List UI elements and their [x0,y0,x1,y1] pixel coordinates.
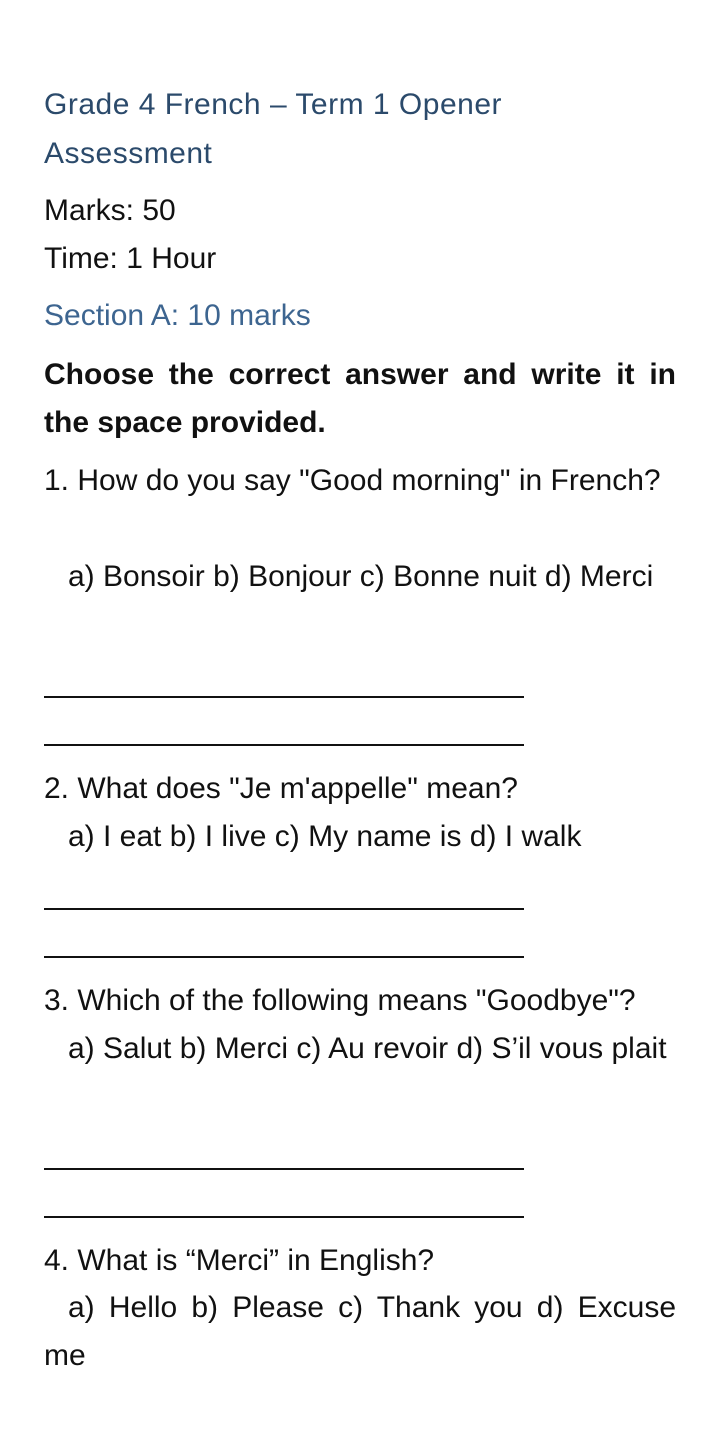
question-3-options: a) Salut b) Merci c) Au revoir d) S’il vous plait [68,1032,667,1065]
question-2-text: 2. What does "Je m'appelle" mean? [44,772,518,805]
instructions: Choose the correct answer and write it in the space provided. [44,358,676,439]
answer-line[interactable] [44,1168,524,1170]
section-heading: Section A: 10 marks [44,299,311,332]
answer-line[interactable] [44,1216,524,1218]
page-title: Grade 4 French – Term 1 Opener Assessment [44,88,502,170]
answer-line[interactable] [44,744,524,746]
answer-line[interactable] [44,696,524,698]
question-4-text: 4. What is “Merci” in English? [44,1244,435,1277]
question-1-options: a) Bonsoir b) Bonjour c) Bonne nuit d) Merci [68,560,654,593]
question-1-text: 1. How do you say "Good morning" in French? [44,464,661,497]
answer-line[interactable] [44,908,524,910]
question-2-options: a) I eat b) I live c) My name is d) I walk [68,820,582,853]
question-4-options: a) Hello b) Please c) Thank you d) Excuse me [44,1291,676,1372]
question-3-text: 3. Which of the following means "Goodbye"? [44,984,636,1017]
marks-label: Marks: 50 [44,194,176,227]
answer-line[interactable] [44,956,524,958]
time-label: Time: 1 Hour [44,242,217,275]
